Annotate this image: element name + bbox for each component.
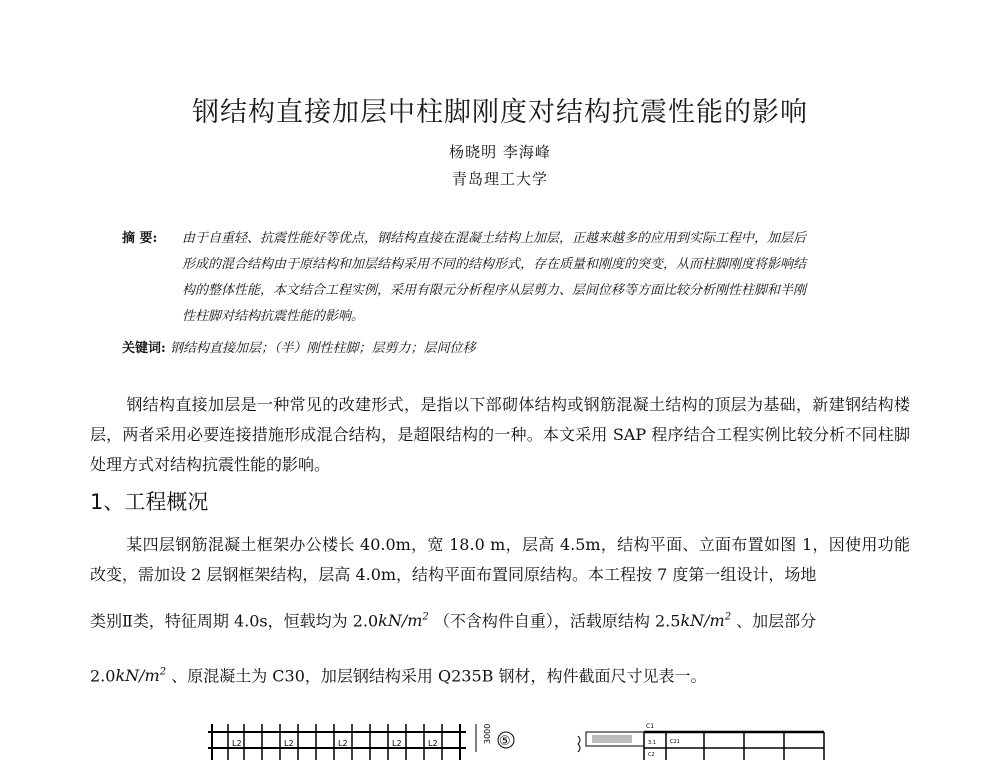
abstract-label: 摘 要:: [122, 231, 158, 246]
unit-add-load: [115, 666, 166, 685]
abstract-line: 形成的混合结构由于原结构和加层结构采用不同的结构形式，存在质量和刚度的突变，从而柱脚刚度将影响结: [182, 257, 807, 272]
col-label: L2: [428, 739, 438, 748]
elev-label: C21: [670, 739, 680, 745]
keywords-label: 关键词:: [122, 341, 166, 356]
unit-sup: 2: [159, 667, 167, 678]
unit-sup: 2: [724, 612, 732, 623]
axis-label: ⑤: [499, 734, 511, 749]
units-text-1: 类别Ⅱ类，特征周期 4.0s，恒载均为 2.0: [90, 611, 379, 631]
elev-label: C2: [648, 752, 655, 758]
col-label: L2: [284, 739, 294, 748]
break-line: [578, 736, 580, 752]
col-label: L2: [392, 739, 402, 748]
section-text: 某四层钢筋混凝土框架办公楼长 40.0m，宽 18.0 m，层高 4.5m，结构平面、立面布置如图 1，因使用功能改变，需加设 2 层钢框架结构，层高 4.0m，结构平面布置同原结构。本工程按 7 度第一组设计，场地: [90, 535, 910, 584]
abstract-line: 构的整体性能，本文结合工程实例，采用有限元分析程序从层剪力、层间位移等方面比较分析刚性柱脚和半刚: [182, 283, 807, 298]
keywords-text: 钢结构直接加层；（半）刚性柱脚；层剪力；层间位移: [169, 341, 476, 356]
section-heading: 1、工程概况: [90, 490, 209, 514]
intro-paragraph: [90, 390, 910, 480]
col-label: L2: [232, 739, 242, 748]
abstract-line: 由于自重轻、抗震性能好等优点，钢结构直接在混凝土结构上加层，正越来越多的应用到实际工程中，加层后: [182, 231, 807, 246]
unit-dead-load: [378, 611, 429, 630]
abstract-line: 性柱脚对结构抗震性能的影响。: [182, 309, 365, 324]
keywords-block: [122, 337, 912, 356]
authors: 杨晓明 李海峰: [449, 143, 551, 161]
affiliation: 青岛理工大学: [451, 170, 548, 188]
elev-label: C1: [646, 723, 655, 730]
units-text-5: 、原混凝土为 C30，加层钢结构采用 Q235B 钢材，构件截面尺寸见表一。: [171, 666, 707, 686]
grid-columns: [212, 724, 460, 760]
units-text-2: （不含构件自重），活载原结构 2.5: [433, 611, 681, 631]
elev-label: 3.1: [648, 740, 656, 746]
structure-plan-figure: [206, 718, 526, 760]
unit-sup: 2: [422, 612, 429, 623]
unit-text: kN/m: [115, 666, 160, 686]
abstract-text: [182, 226, 912, 330]
intro-text: 钢结构直接加层是一种常见的改建形式，是指以下部砌体结构或钢筋混凝土结构的顶层为基础，新建钢结构楼层，两者采用必要连接措施形成混合结构，是超限结构的一种。本文采用 SAP 程序结合工程实例比较分析不同柱脚处理方式对结构抗震性能的影响。: [90, 395, 910, 474]
section-paragraph-units: [90, 603, 910, 636]
unit-text: kN/m: [378, 611, 423, 631]
units-text-3: 、加层部分: [736, 611, 817, 631]
paper-title: 钢结构直接加层中柱脚刚度对结构抗震性能的影响: [192, 97, 808, 128]
structure-elevation-figure: [574, 718, 834, 760]
section-paragraph-end: [90, 658, 910, 691]
dimension-label: 3000: [483, 723, 492, 744]
elev-hatch: [592, 735, 632, 743]
unit-text: kN/m: [680, 611, 725, 631]
col-label: L2: [338, 739, 348, 748]
abstract-block: [122, 226, 912, 330]
unit-live-load: [680, 611, 731, 630]
units-text-4: 2.0: [90, 666, 116, 686]
section-paragraph: [90, 530, 910, 590]
